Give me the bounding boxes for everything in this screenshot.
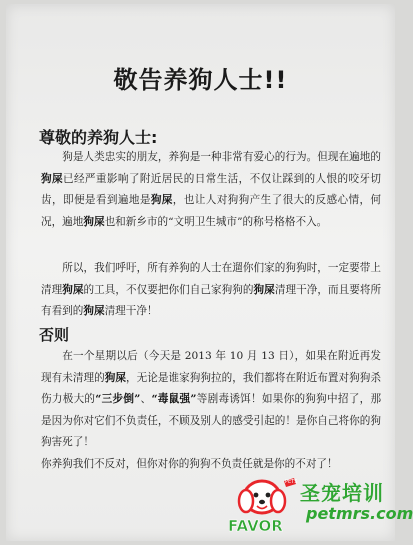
text-run: 在一个星期以后（今天是 2013 年 10 月 13 日），如果在附近再发现有未清理的 — [41, 350, 381, 384]
text-run: ，也让人对狗狗产生了很大的反感心情，何况，遍地 — [41, 194, 382, 228]
paragraph-4: 你养狗我们不反对，但你对你的狗狗不负责任就是你的不对了！ — [41, 458, 338, 470]
notice-paper — [6, 4, 395, 541]
salutation: 尊敬的养狗人士: — [39, 128, 158, 147]
paragraph-2 — [41, 258, 381, 323]
paragraph-1 — [41, 147, 381, 233]
emphasis-text: 狗屎 — [62, 283, 84, 296]
text-run: 、 — [140, 393, 152, 405]
logo-badge-text: PETS — [285, 479, 298, 485]
emphasis-text: 狗屎 — [104, 371, 127, 384]
emphasis-text: 狗屎 — [41, 172, 63, 185]
dog-logo-icon — [226, 471, 306, 541]
text-run: 等剧毒诱饵！如果你的狗狗中招了，那是因为你对它们不负责任，不顾及别人的感受引起的！是你自己将你的狗狗害死了！ — [41, 393, 382, 448]
text-run: 狗是人类忠实的朋友，养狗是一种非常有爱心的行为。但现在遍地的 — [62, 151, 381, 163]
text-run: 也和新乡市的“文明卫生城市”的称号格格不入。 — [104, 215, 328, 228]
emphasis-text: 狗屎 — [83, 305, 105, 317]
paragraph-3 — [41, 346, 381, 454]
emphasis-text: 狗屎 — [83, 215, 105, 228]
text-run: ，无论是谁家狗狗拉的，我们都将在附近布置对狗狗杀伤力极大的 — [41, 371, 382, 405]
brand-url: petmrs.com — [306, 504, 413, 523]
text-run: 清理干净，而且要将所有看到的 — [41, 283, 382, 317]
otherwise-heading: 否则 — [39, 326, 70, 344]
logo-text: FAVOR — [228, 517, 283, 535]
brand-text: 圣宠培训 — [300, 481, 384, 505]
text-run: 的工具，不仅要把你们自己家狗狗的 — [83, 283, 254, 296]
emphasis-text: “毒鼠强” — [151, 393, 197, 405]
emphasis-text: 狗屎 — [150, 194, 173, 206]
emphasis-text: “三步倒” — [95, 393, 141, 405]
emphasis-text: 狗屎 — [253, 283, 275, 296]
text-run: 清理干净！ — [104, 305, 158, 317]
notice-title: 敬告养狗人士!! — [113, 66, 288, 94]
watermark — [226, 471, 413, 541]
text-run: 所以，我们呼吁，所有养狗的人士在遛你们家的狗狗时，一定要带上清理 — [41, 262, 381, 296]
text-run: 已经严重影响了附近居民的日常生活，不仅让踩到的人恨的咬牙切齿，即便是看到遍地是 — [41, 172, 382, 206]
